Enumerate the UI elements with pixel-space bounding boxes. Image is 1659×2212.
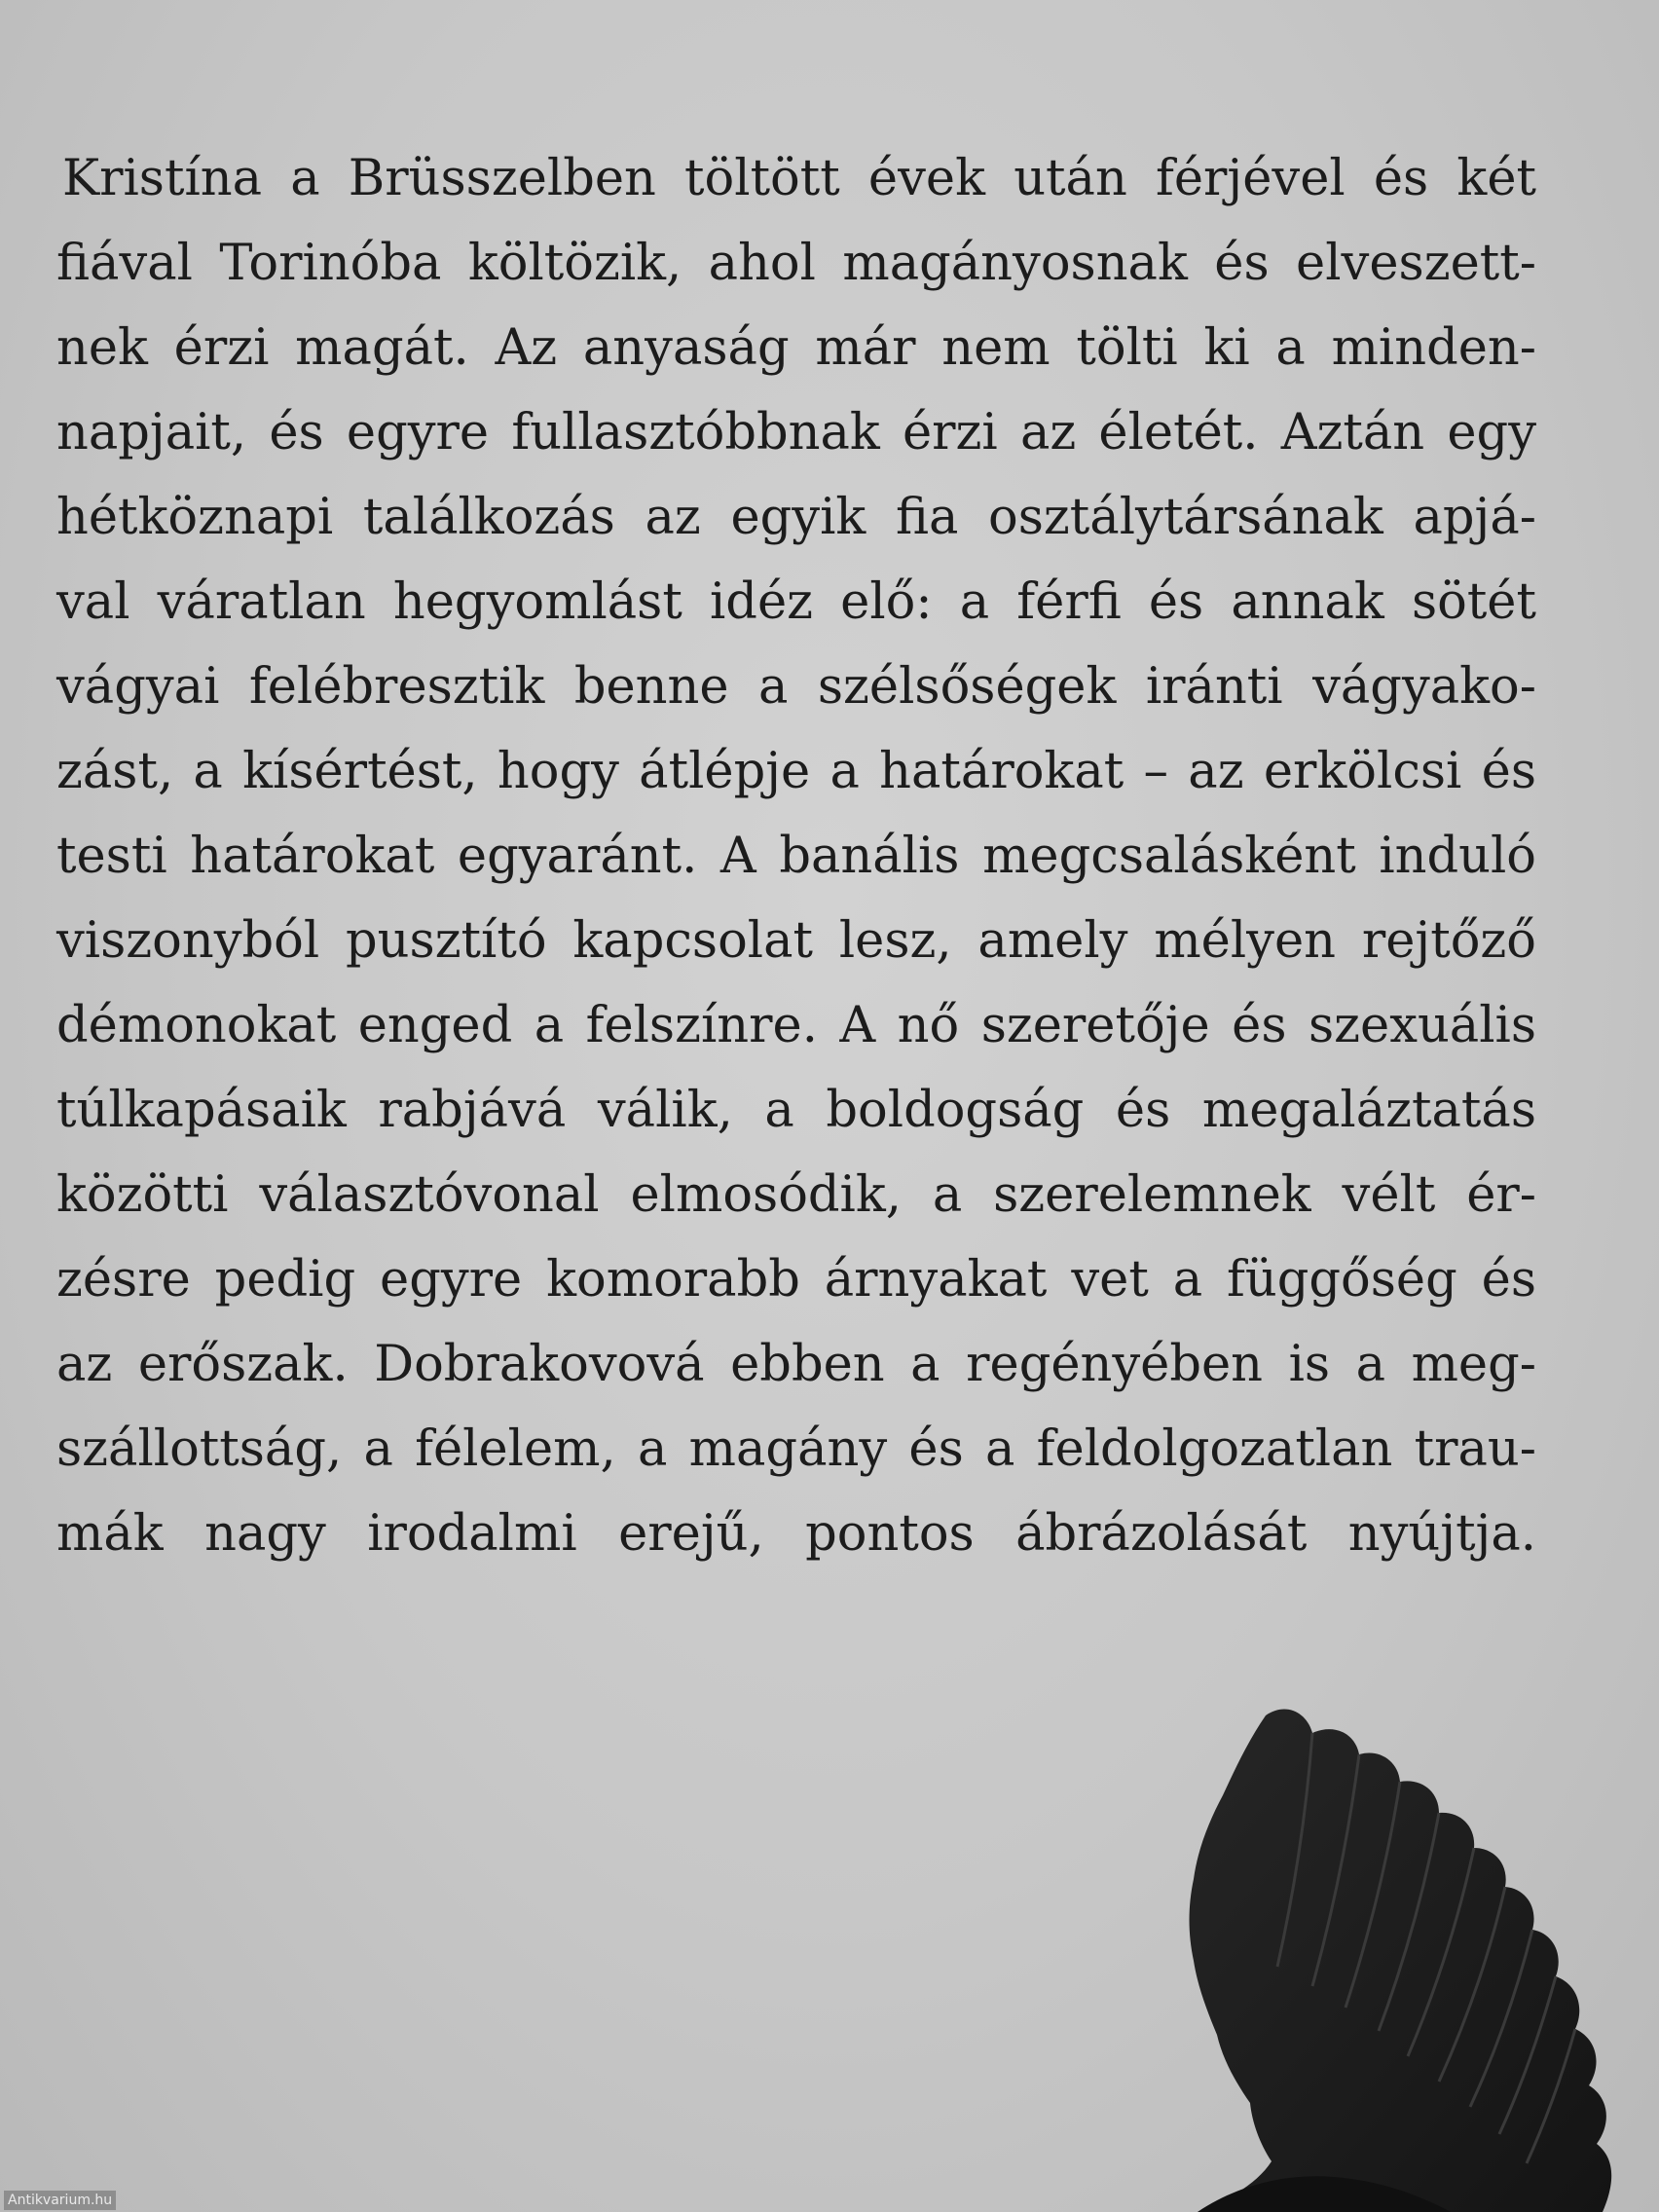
- book-blurb: [56, 136, 1536, 1576]
- blurb-line: vágyai felébresztik benne a szélsőségek iránti vágyako-: [56, 658, 1536, 716]
- blurb-line: hétköznapi találkozás az egyik fia osztálytársának apjá-: [56, 489, 1536, 546]
- blurb-line: az erőszak. Dobrakovová ebben a regényében is a meg-: [56, 1336, 1536, 1393]
- bird-wing-icon: [1051, 1694, 1659, 2212]
- blurb-line: szállottság, a félelem, a magány és a feldolgozatlan trau-: [56, 1420, 1536, 1478]
- blurb-line: mák nagy irodalmi erejű, pontos ábrázolását nyújtja.: [56, 1505, 1536, 1563]
- blurb-line: napjait, és egyre fullasztóbbnak érzi az életét. Aztán egy: [56, 404, 1536, 461]
- blurb-line: viszonyból pusztító kapcsolat lesz, amely mélyen rejtőző: [56, 912, 1536, 970]
- blurb-line: démonokat enged a felszínre. A nő szeretője és szexuális: [56, 997, 1536, 1054]
- blurb-line: Kristína a Brüsszelben töltött évek után férjével és két: [62, 150, 1536, 207]
- blurb-line: zást, a kísértést, hogy átlépje a határokat – az erkölcsi és: [56, 743, 1536, 800]
- watermark-label: Antikvarium.hu: [4, 2191, 116, 2210]
- blurb-line: fiával Torinóba költözik, ahol magányosnak és elveszett-: [56, 235, 1536, 292]
- wing-shape: [1190, 1710, 1612, 2212]
- blurb-line: túlkapásaik rabjává válik, a boldogság és megaláztatás: [56, 1082, 1536, 1139]
- blurb-line: zésre pedig egyre komorabb árnyakat vet a függőség és: [56, 1251, 1536, 1309]
- blurb-line: val váratlan hegyomlást idéz elő: a férfi és annak sötét: [56, 573, 1536, 631]
- blurb-line: testi határokat egyaránt. A banális megcsalásként induló: [56, 828, 1536, 885]
- blurb-line: közötti választóvonal elmosódik, a szerelemnek vélt ér-: [56, 1166, 1536, 1224]
- blurb-line: nek érzi magát. Az anyaság már nem tölti ki a minden-: [56, 319, 1536, 377]
